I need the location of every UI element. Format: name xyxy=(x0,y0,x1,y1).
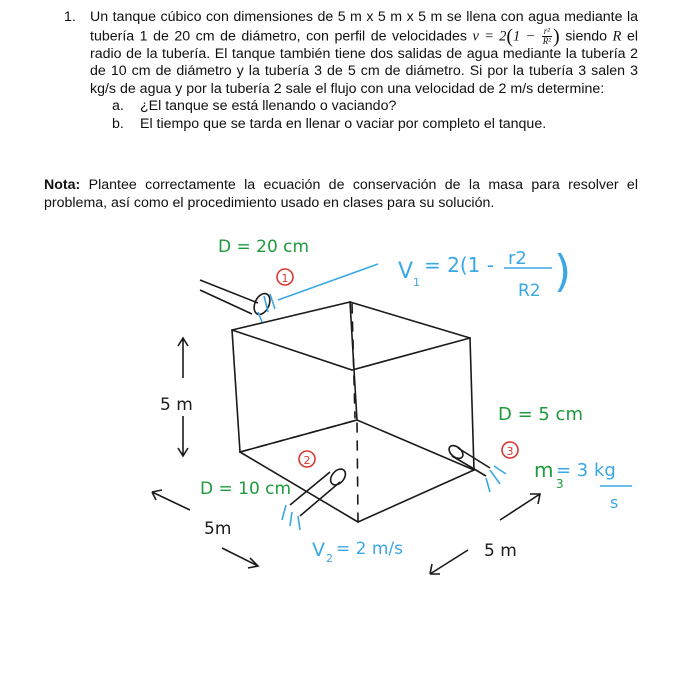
problem-number: 1. xyxy=(64,9,76,25)
width-arrow-up xyxy=(500,494,540,520)
v1-denominator: R2 xyxy=(518,281,541,301)
water-splash-1 xyxy=(258,294,275,322)
hidden-edge-2 xyxy=(357,420,358,522)
pipe-1-leader xyxy=(278,264,378,300)
cube-right-edge xyxy=(470,338,474,470)
m3-label xyxy=(534,458,632,512)
pipe-2-upper xyxy=(290,472,330,505)
eq-open-paren: ( xyxy=(506,24,514,47)
hidden-edge-vertical xyxy=(352,304,355,418)
pipe-2 xyxy=(282,466,348,530)
water-splash-3 xyxy=(486,466,506,492)
list-item-text: El tiempo que se tarda en llenar o vaciar por completo el tanque. xyxy=(140,115,547,132)
height-label: 5 m xyxy=(160,395,193,415)
v2-subscript: 2 xyxy=(326,552,333,565)
pipe-3-number: 3 xyxy=(506,445,514,458)
d2-label: D = 10 cm xyxy=(200,479,292,499)
v1-rhs: = 2(1 - xyxy=(424,253,494,277)
cube-top-edge xyxy=(350,302,470,338)
pipe-3-mouth xyxy=(447,443,466,461)
v1-symbol: V xyxy=(398,259,414,284)
pipe-1-number: 1 xyxy=(281,272,289,285)
v1-close-paren: ) xyxy=(554,246,572,297)
water-splash-2 xyxy=(282,505,300,530)
list-item-label: a. xyxy=(112,98,124,115)
problem-line-1: Un tanque cúbico con dimensiones de 5 m x 5 m x 5 m se llena con agua mediante xyxy=(90,9,623,25)
v1-equation xyxy=(398,246,571,301)
note-text: Plantee correctamente la ecuación de conservación de la masa para resolver el problema, así como el procedimiento usado en clases para su solución. xyxy=(44,177,638,211)
m3-symbol: m xyxy=(534,458,554,482)
v2-label xyxy=(312,539,403,565)
pipe-1-lower xyxy=(200,290,252,314)
velocity-equation-lhs: v = 2 xyxy=(472,27,507,44)
cube-front-face xyxy=(232,302,357,452)
height-arrow-down xyxy=(178,416,188,456)
pipe-2-mouth xyxy=(328,466,349,488)
list-item-label: b. xyxy=(112,115,124,132)
problem-line-2-pre: la tubería 1 de 20 cm de diámetro, con perfil de velocidades xyxy=(90,9,638,44)
m3-value: = 3 kg xyxy=(556,460,616,481)
cube-top-back-edges xyxy=(232,330,470,370)
cube-bottom-right-edge xyxy=(358,470,474,522)
m3-denominator: s xyxy=(610,493,619,512)
note-label: Nota: xyxy=(44,177,81,193)
m3-subscript: 3 xyxy=(556,477,564,491)
width-arrow-down xyxy=(430,550,468,574)
pipe-2-lower xyxy=(300,482,340,516)
cube-mid-edge xyxy=(357,420,474,470)
pipe-2-number: 2 xyxy=(303,454,311,467)
d3-label: D = 5 cm xyxy=(498,404,583,425)
depth-label: 5m xyxy=(204,519,232,539)
v2-value: = 2 m/s xyxy=(336,539,404,559)
radius-symbol: R xyxy=(612,27,622,44)
list-item-text: ¿El tanque se está llenando o vaciando? xyxy=(140,98,397,115)
v2-symbol: V xyxy=(312,539,325,561)
width-label: 5 m xyxy=(484,541,517,561)
pipe-1 xyxy=(200,280,275,322)
depth-arrow-front xyxy=(222,548,258,568)
eq-close-paren: ) xyxy=(553,24,560,47)
d1-label: D = 20 cm xyxy=(218,237,310,257)
depth-arrow-back xyxy=(152,490,190,510)
fraction-numerator: r² xyxy=(543,25,550,36)
fraction-denominator: R² xyxy=(542,35,551,46)
problem-line-2-post: siendo xyxy=(565,27,608,44)
v1-numerator: r2 xyxy=(508,248,527,269)
height-arrow-up xyxy=(178,338,188,378)
pipe-3 xyxy=(447,443,506,492)
pipe-1-upper xyxy=(200,280,258,303)
problem-line-3: el radio de la tubería. El tanque también tiene dos salidas de agua mediante la tubería 2 de 10 cm de diámetro y la tubería 3 de 5 cm de diámetro. Si por la tubería 3 salen 3 kg/s de agua y por la tubería 2 sale el flujo con una velocidad de 2 m/s determine: xyxy=(90,27,638,97)
v1-subscript: 1 xyxy=(413,276,420,289)
velocity-equation-one: 1 − xyxy=(513,27,536,44)
